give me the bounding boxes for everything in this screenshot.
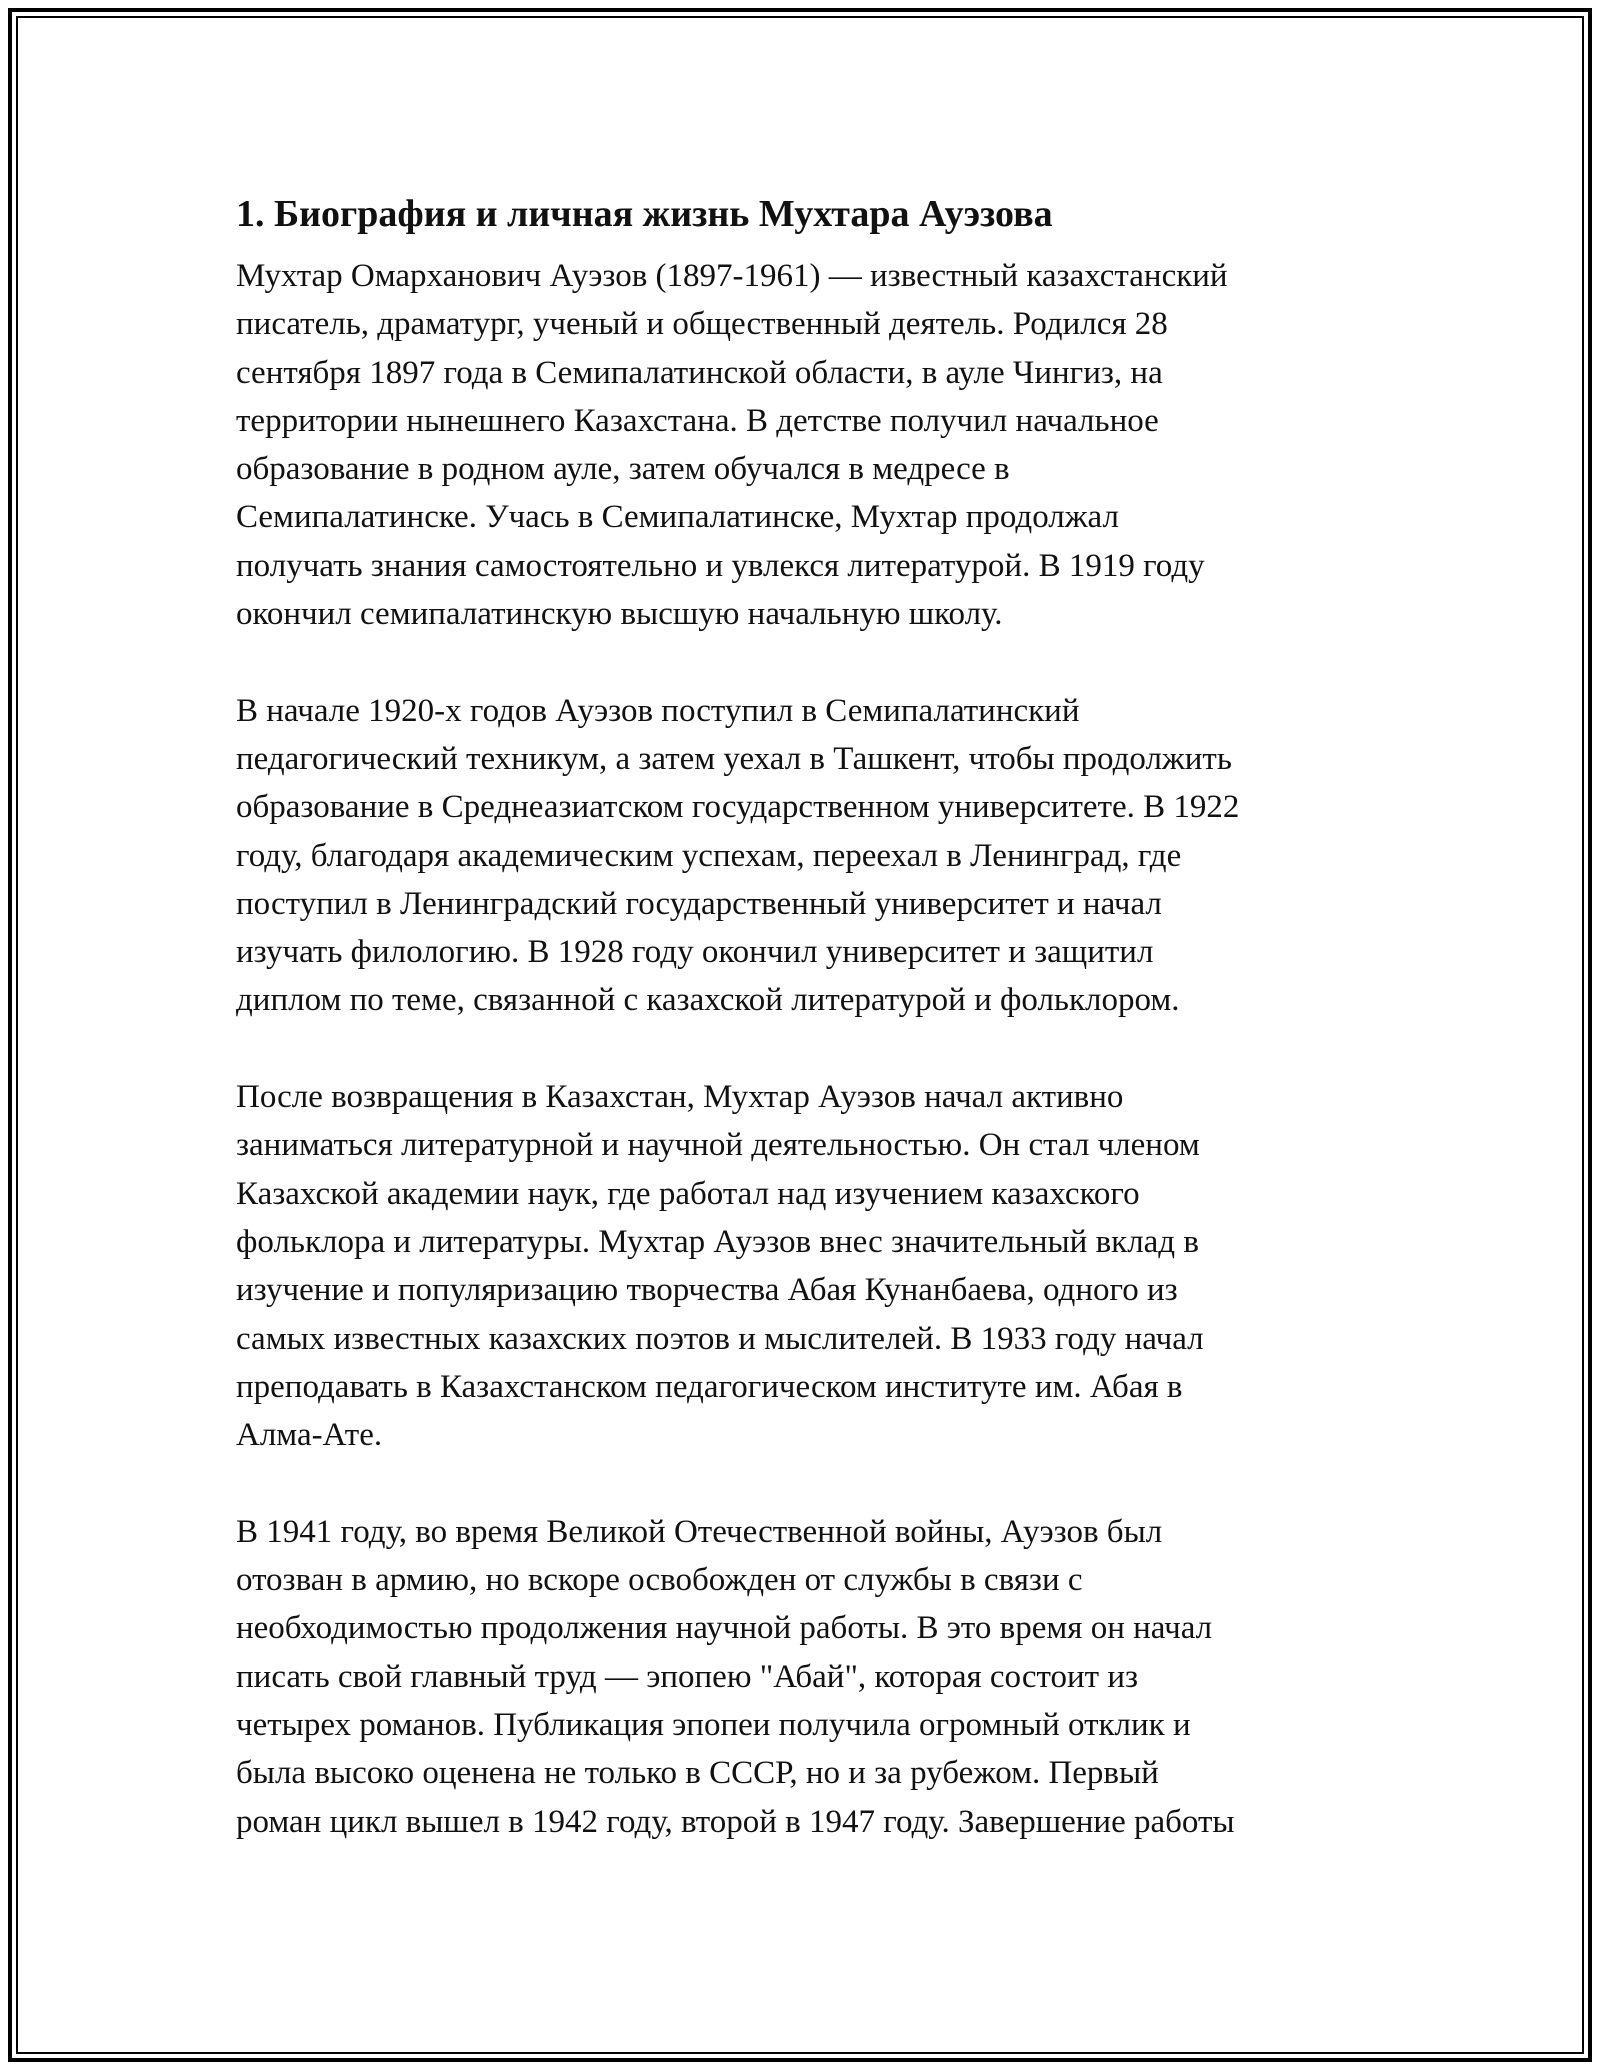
- text-line: изучать филологию. В 1928 году окончил университет и защитил: [236, 934, 1154, 971]
- text-line: была высоко оценена не только в СССР, но и за рубежом. Первый: [236, 1755, 1159, 1792]
- text-line: изучение и популяризацию творчества Абая Кунанбаева, одного из: [236, 1272, 1178, 1309]
- paragraph-early-life: [236, 252, 1366, 638]
- text-line: писатель, драматург, ученый и общественный деятель. Родился 28: [236, 306, 1168, 343]
- paragraph-career: [236, 1073, 1366, 1459]
- text-line: После возвращения в Казахстан, Мухтар Ауэзов начал активно: [236, 1079, 1124, 1116]
- text-line: диплом по теме, связанной с казахской литературой и фольклором.: [236, 982, 1180, 1019]
- text-line: поступил в Ленинградский государственный университет и начал: [236, 885, 1162, 922]
- text-line: Казахской академии наук, где работал над изучением казахского: [236, 1175, 1140, 1212]
- text-line: фольклора и литературы. Мухтар Ауэзов внес значительный вклад в: [236, 1223, 1199, 1260]
- text-line: Семипалатинске. Учась в Семипалатинске, Мухтар продолжал: [236, 499, 1119, 536]
- text-line: четырех романов. Публикация эпопеи получила огромный отклик и: [236, 1706, 1191, 1743]
- text-line: отозван в армию, но вскоре освобожден от службы в связи с: [236, 1562, 1083, 1599]
- paragraph-education: [236, 687, 1366, 1025]
- paragraph-war-years: [236, 1508, 1366, 1846]
- text-line: окончил семипалатинскую высшую начальную школу.: [236, 596, 1003, 633]
- text-line: самых известных казахских поэтов и мыслителей. В 1933 году начал: [236, 1320, 1204, 1357]
- text-line: заниматься литературной и научной деятельностью. Он стал членом: [236, 1127, 1200, 1164]
- text-line: В 1941 году, во время Великой Отечественной войны, Ауэзов был: [236, 1513, 1163, 1550]
- text-line: сентября 1897 года в Семипалатинской области, в ауле Чингиз, на: [236, 354, 1163, 391]
- text-line: роман цикл вышел в 1942 году, второй в 1947 году. Завершение работы: [236, 1803, 1235, 1840]
- text-line: писать свой главный труд — эпопею "Абай", которая состоит из: [236, 1658, 1139, 1695]
- text-line: образование в родном ауле, затем обучался в медресе в: [236, 451, 1010, 488]
- text-line: Алма-Ате.: [236, 1417, 383, 1454]
- text-line: педагогический техникум, а затем уехал в Ташкент, чтобы продолжить: [236, 740, 1232, 777]
- text-line: В начале 1920-х годов Ауэзов поступил в Семипалатинский: [236, 692, 1080, 729]
- text-line: году, благодаря академическим успехам, переехал в Ленинград, где: [236, 837, 1182, 874]
- text-line: образование в Среднеазиатском государственном университете. В 1922: [236, 789, 1240, 826]
- section-heading: 1. Биография и личная жизнь Мухтара Ауэзова: [236, 193, 1053, 235]
- text-line: преподавать в Казахстанском педагогическом институте им. Абая в: [236, 1368, 1183, 1405]
- text-line: Мухтар Омарханович Ауэзов (1897-1961) — известный казахстанский: [236, 258, 1228, 294]
- text-line: необходимостью продолжения научной работы. В это время он начал: [236, 1610, 1213, 1647]
- document-body: [236, 186, 1366, 1894]
- text-line: территории нынешнего Казахстана. В детстве получил начальное: [236, 402, 1159, 439]
- text-line: получать знания самостоятельно и увлекся литературой. В 1919 году: [236, 547, 1205, 584]
